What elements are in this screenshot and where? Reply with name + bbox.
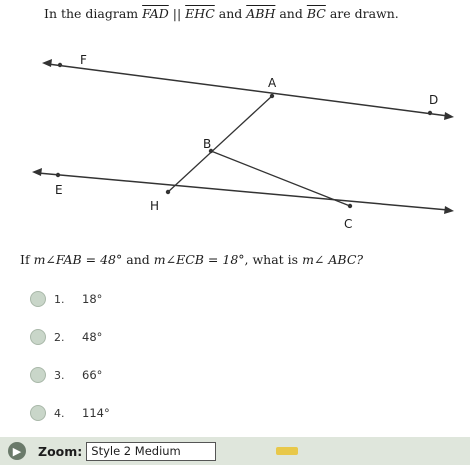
choice-value: 48° [82, 330, 103, 344]
label-h: H [150, 199, 160, 213]
choice-2[interactable] [30, 318, 450, 356]
radio-button[interactable] [30, 291, 46, 307]
given-ask: , what is [244, 252, 299, 267]
choice-3[interactable] [30, 356, 450, 394]
given-angle-ecb: m∠ECB = 18° [153, 252, 245, 267]
choice-value: 114° [82, 406, 110, 420]
label-e: E [55, 183, 63, 197]
choice-number: 4. [54, 406, 65, 420]
choice-number: 1. [54, 292, 65, 306]
point-f [58, 63, 62, 67]
line-abh [168, 96, 272, 192]
choice-value: 18° [82, 292, 103, 306]
radio-button[interactable] [30, 329, 46, 345]
and-text-2: and [279, 6, 303, 21]
choice-value: 66° [82, 368, 103, 382]
choice-number: 3. [54, 368, 65, 382]
line-fad [48, 64, 448, 116]
zoom-bar [0, 437, 470, 465]
question-intro: In the diagram [44, 6, 139, 21]
label-d: D [429, 93, 439, 107]
zoom-select[interactable]: Style 2 Medium [86, 442, 216, 461]
point-c [348, 204, 352, 208]
label-b: B [203, 137, 212, 151]
given-statement [20, 252, 363, 267]
line-bc [211, 151, 350, 206]
and-text-1: and [218, 6, 243, 21]
segment-bc: $\overline{BC}$ [306, 6, 326, 21]
parallel-symbol: || [172, 6, 182, 21]
question-text [44, 6, 464, 22]
given-angle-fab: m∠FAB = 48° [33, 252, 123, 267]
point-a [270, 94, 274, 98]
given-target: m∠ ABC? [302, 252, 364, 267]
given-and: and [126, 252, 150, 267]
arrow-left-f [42, 59, 52, 67]
given-if: If [20, 252, 30, 267]
arrow-left-e [32, 168, 42, 176]
label-c: C [344, 217, 353, 231]
zoom-accent-bar [276, 447, 298, 455]
segment-fad: $\overline{FAD}$ [142, 6, 169, 21]
choice-number: 2. [54, 330, 65, 344]
label-f: F [80, 53, 87, 67]
segment-ehc: $\overline{EHC}$ [185, 6, 215, 21]
arrow-right-d [444, 112, 454, 120]
answer-choices [30, 280, 450, 432]
label-a: A [268, 76, 277, 90]
choice-4[interactable] [30, 394, 450, 432]
point-d [428, 111, 432, 115]
point-e [56, 173, 60, 177]
segment-abh: $\overline{ABH}$ [246, 6, 276, 21]
line-ehc [38, 173, 448, 210]
zoom-icon[interactable]: ▶ [8, 442, 26, 460]
question-tail: are drawn. [329, 6, 399, 21]
geometry-diagram [0, 40, 470, 240]
radio-button[interactable] [30, 405, 46, 421]
choice-1[interactable] [30, 280, 450, 318]
zoom-label: Zoom: [38, 443, 83, 459]
arrow-right-c [444, 206, 454, 214]
radio-button[interactable] [30, 367, 46, 383]
point-h [166, 190, 170, 194]
